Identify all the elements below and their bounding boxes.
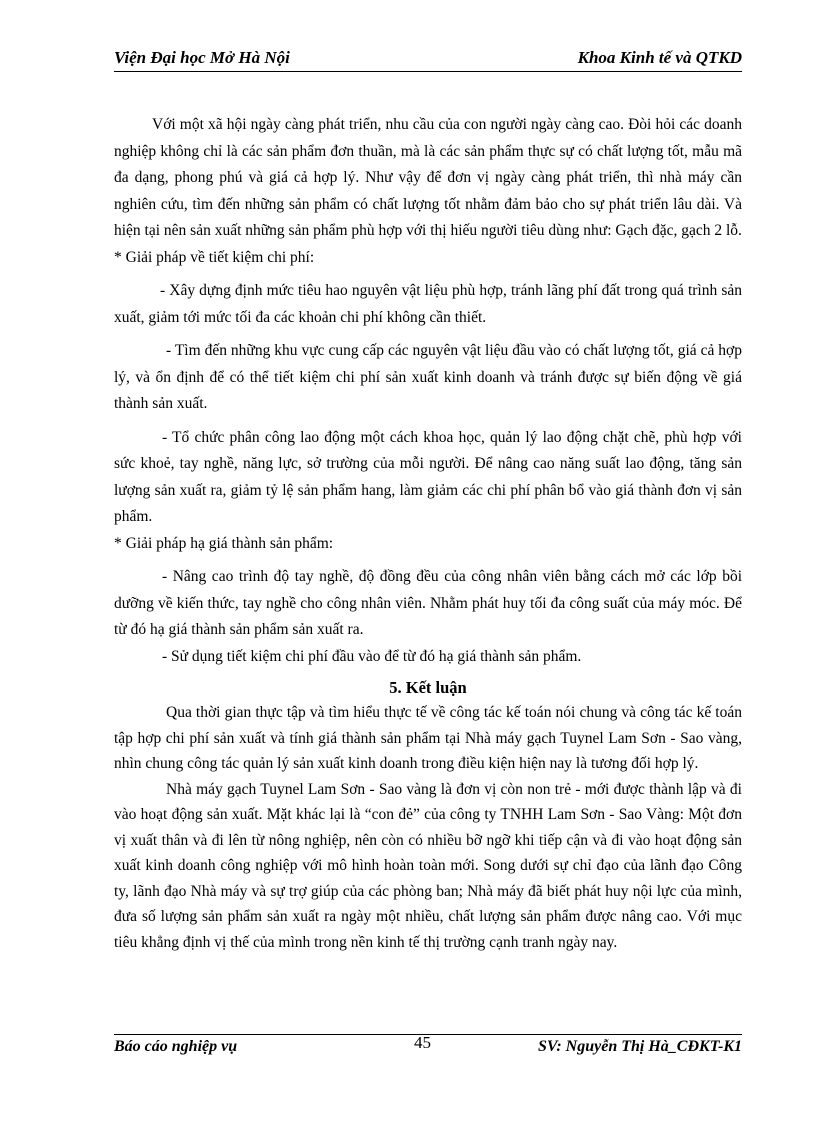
conclusion-paragraph-2: Nhà máy gạch Tuynel Lam Sơn - Sao vàng là đơn vị còn non trẻ - mới được thành lập và đi vào hoạt động sản xuất. Mặt khác lại là “con đẻ” của công ty TNHH Lam Sơn - Sao Vàng: Một đơn vị xuất thân và đi lên từ nông nghiệp, nên còn có nhiều bỡ ngỡ khi tiếp cận và đi vào hoạt động sản xuất kinh doanh công nghiệp với mô hình hoàn toàn mới. Song dưới sự chỉ đạo của lãnh đạo Công ty, lãnh đạo Nhà máy và sự trợ giúp của các phòng ban; Nhà máy đã biết phát huy nội lực của mình, đưa số lượng sản phẩm sản xuất ra ngày một nhiều, chất lượng sản phẩm được nâng cao. Với mục tiêu khẳng định vị thế của mình trong nền kinh tế thị trường cạnh tranh ngày nay. bbox=[114, 780, 742, 951]
conclusion-paragraph-1: Qua thời gian thực tập và tìm hiểu thực tế về công tác kế toán nói chung và công tác kế toán tập hợp chi phí sản xuất và tính giá thành sản phẩm tại Nhà máy gạch Tuynel Lam Sơn - Sao vàng, nhìn chung công tác quản lý sản xuất kinh doanh trong điều kiện hiện nay là tương đối hợp lý. bbox=[114, 704, 742, 772]
cost-item-2: - Tìm đến những khu vực cung cấp các nguyên vật liệu đầu vào có chất lượng tốt, giá cả hợp lý, và ổn định để có thể tiết kiệm chi phí sản xuất kinh doanh và tránh được sự biến động về giá thành sản xuất. bbox=[114, 342, 742, 412]
heading-price-solutions: * Giải pháp hạ giá thành sản phẩm: bbox=[114, 534, 334, 552]
price-item-1: - Nâng cao trình độ tay nghề, độ đồng đều của công nhân viên bằng cách mở các lớp bồi dưỡng về kiến thức, tay nghề cho công nhân viên. Nhằm phát huy tối đa công suất của máy móc. Để từ đó hạ giá thành sản phẩm sản xuất ra. bbox=[114, 568, 742, 638]
document-body bbox=[114, 112, 742, 955]
footer-student: SV: Nguyễn Thị Hà_CĐKT-K1 bbox=[537, 1038, 742, 1055]
footer-report-type: Báo cáo nghiệp vụ bbox=[114, 1038, 238, 1055]
cost-item-1: - Xây dựng định mức tiêu hao nguyên vật liệu phù hợp, tránh lãng phí đất trong quá trình sản xuất, giảm tới mức tối đa các khoản chi phí không cần thiết. bbox=[114, 282, 742, 326]
heading-cost-solutions: * Giải pháp về tiết kiệm chi phí: bbox=[114, 248, 315, 266]
header-rule bbox=[114, 71, 742, 72]
header-faculty: Khoa Kinh tế và QTKD bbox=[577, 48, 742, 67]
section-title-conclusion: 5. Kết luận bbox=[389, 678, 467, 697]
cost-item-3: - Tổ chức phân công lao động một cách khoa học, quản lý lao động chặt chẽ, phù hợp với sức khoẻ, tay nghề, năng lực, sở trường của mỗi người. Để nâng cao năng suất lao động, tăng sản lượng sản xuất ra, giảm tỷ lệ sản phẩm hang, làm giảm các chi phí phân bổ vào giá thành đơn vị sản phẩm. bbox=[114, 428, 742, 525]
page-header bbox=[114, 48, 742, 70]
price-item-2: - Sử dụng tiết kiệm chi phí đầu vào để từ đó hạ giá thành sản phẩm. bbox=[162, 647, 582, 665]
paragraph-intro: Với một xã hội ngày càng phát triển, nhu cầu của con người ngày càng cao. Đòi hỏi các doanh nghiệp không chỉ là các sản phẩm đơn thuần, mà là các sản phẩm thực sự có chất lượng tốt, mẫu mã đa dạng, phong phú và giá cả hợp lý. Như vậy để đơn vị ngày càng phát triển, thì nhà máy cần nghiên cứu, tìm đến những sản phẩm có chất lượng tốt nhằm đảm bảo cho sự phát triển lâu dài. Và hiện tại nên sản xuất những sản phẩm phù hợp với thị hiếu người tiêu dùng như: Gạch đặc, gạch 2 lỗ. bbox=[114, 116, 742, 239]
page-number: 45 bbox=[414, 1033, 431, 1052]
page-footer bbox=[114, 1033, 742, 1060]
header-institution: Viện Đại học Mở Hà Nội bbox=[114, 48, 290, 67]
